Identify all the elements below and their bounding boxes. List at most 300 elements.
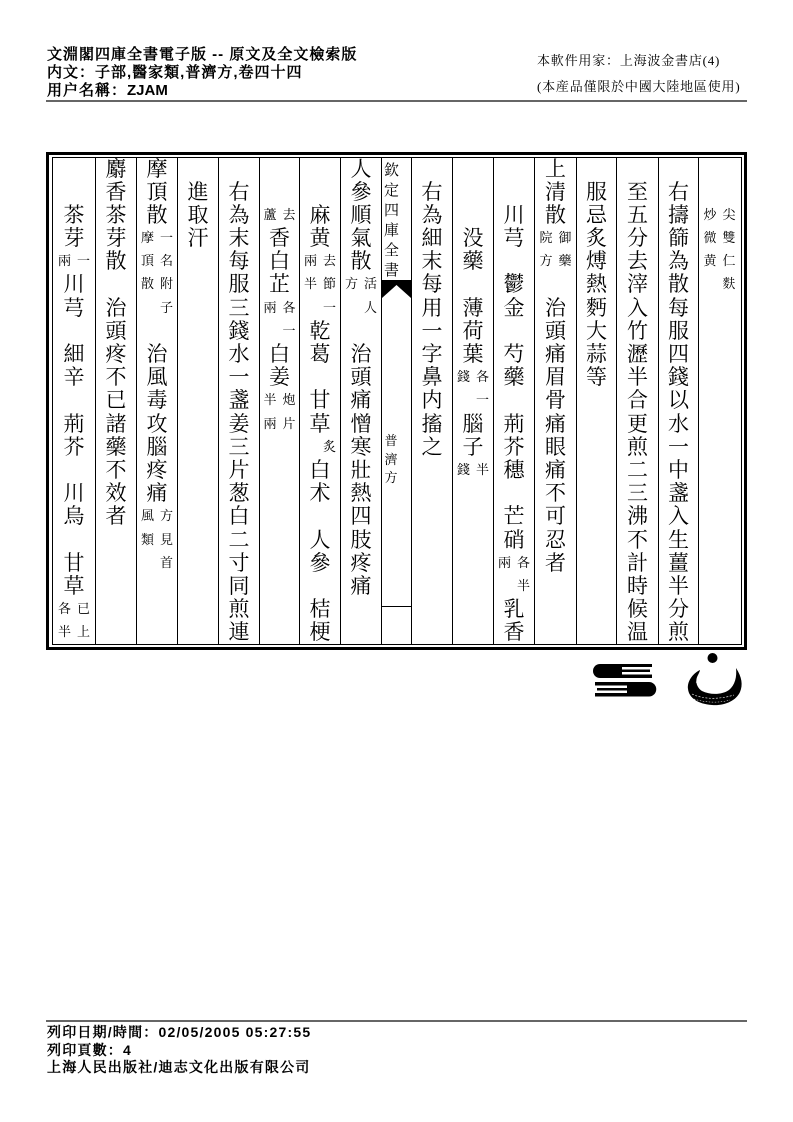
glyph: 梗: [309, 620, 331, 645]
glyph: 連: [228, 620, 250, 645]
glyph: 汗: [187, 226, 209, 251]
glyph: 錢: [228, 318, 250, 343]
glyph: 姜: [269, 365, 290, 390]
glyph: 葛: [309, 342, 331, 367]
glyph: 忌: [586, 202, 607, 227]
ingredient-list: [53, 204, 95, 250]
glyph: 煎: [627, 434, 648, 459]
blank-cell: [494, 320, 534, 343]
glyph: 乳: [503, 597, 525, 622]
glyph: 二: [228, 527, 250, 552]
glyph: 定: [383, 181, 399, 199]
annotation-left: [456, 459, 472, 482]
glyph: 各: [516, 555, 530, 571]
glyph: 半: [263, 393, 277, 409]
column-text: [535, 273, 576, 574]
calligraphy-logo-icon: [686, 652, 744, 706]
glyph: 白: [269, 342, 290, 367]
glyph: 清: [545, 179, 566, 204]
glyph: 見: [159, 532, 173, 548]
glyph: 痛: [146, 481, 168, 506]
text-column: [577, 158, 616, 390]
glyph: 兩: [497, 555, 511, 571]
glyph: 書: [383, 261, 399, 279]
annotation-left: [344, 273, 360, 319]
glyph: 至: [627, 179, 648, 204]
annotation-left: [303, 436, 319, 459]
glyph: 甘: [63, 550, 85, 575]
glyph: 一: [322, 300, 336, 316]
glyph: 去: [282, 207, 296, 223]
blank-cell: [453, 273, 493, 296]
glyph: 炙: [322, 439, 336, 455]
ingredient-list: [453, 413, 493, 459]
glyph: 半: [303, 277, 317, 293]
row-spacer: [473, 158, 474, 228]
glyph: 鬱: [503, 272, 525, 297]
glyph: 痛: [350, 573, 372, 598]
glyph: 以: [668, 388, 689, 413]
glyph: 薑: [668, 550, 689, 575]
annotation-right: [159, 505, 175, 575]
glyph: 各: [57, 602, 71, 618]
content-path-label: 内文：: [47, 64, 96, 81]
text-column: [96, 158, 136, 529]
glyph: 風: [146, 365, 168, 390]
annotation: [260, 204, 299, 227]
recipe-title: [535, 158, 576, 228]
glyph: 散: [668, 272, 689, 297]
blank-cell: [300, 505, 340, 528]
glyph: 散: [350, 249, 372, 274]
glyph: 疼: [146, 457, 168, 482]
recipe-title: [96, 158, 136, 529]
glyph: 上: [545, 156, 566, 181]
glyph: 芷: [269, 272, 290, 297]
glyph: 沸: [627, 504, 648, 529]
text-column: [53, 158, 95, 645]
text-column: [260, 158, 299, 436]
glyph: 不: [627, 527, 648, 552]
glyph: 分: [668, 597, 689, 622]
glyph: 頭: [105, 318, 127, 343]
annotation: [494, 552, 534, 598]
glyph: 鼻: [421, 365, 443, 390]
glyph: 乾: [309, 318, 331, 343]
glyph: 普: [384, 434, 398, 449]
glyph: 可: [545, 504, 566, 529]
glyph: 二: [627, 457, 648, 482]
glyph: 中: [668, 457, 689, 482]
header-divider: [46, 100, 747, 102]
header-info: [47, 46, 357, 100]
glyph: 雙: [722, 231, 736, 247]
row-spacer: [719, 158, 720, 204]
annotation-left: [702, 204, 718, 297]
glyph: 活: [363, 277, 377, 293]
glyph: 半: [627, 365, 648, 390]
glyph: 錢: [456, 462, 470, 478]
blank-cell: [137, 320, 177, 343]
glyph: 半: [516, 578, 530, 594]
glyph: 痛: [350, 388, 372, 413]
collection-label: [382, 160, 401, 280]
glyph: 水: [228, 342, 250, 366]
annotation: [699, 204, 740, 297]
glyph: 香: [503, 620, 525, 645]
glyph: 入: [668, 504, 689, 529]
glyph: 藥: [462, 249, 484, 274]
row-spacer: [320, 158, 321, 204]
glyph: 竹: [627, 318, 648, 343]
annotation-right: [76, 250, 92, 273]
glyph: 硝: [503, 527, 525, 552]
glyph: 茶: [63, 202, 85, 227]
glyph: 蘆: [263, 207, 277, 223]
glyph: 芒: [503, 504, 525, 529]
text-column: [412, 158, 452, 459]
glyph: 黄: [703, 254, 717, 270]
annotation-right: [557, 227, 573, 273]
glyph: 治: [105, 295, 127, 320]
glyph: 每: [668, 295, 689, 320]
glyph: 每: [228, 249, 250, 274]
glyph: 芥: [503, 434, 525, 459]
blank-cell: [53, 459, 95, 482]
ingredient-list: [453, 227, 493, 366]
glyph: 一: [668, 434, 689, 459]
ingredient-list: [260, 343, 299, 389]
annotation-right: [281, 204, 297, 227]
glyph: 瀝: [627, 342, 648, 366]
glyph: 寒: [350, 434, 372, 459]
glyph: 草: [309, 411, 331, 436]
publishers: 上海人民出版社/迪志文化出版有限公司: [47, 1059, 311, 1075]
glyph: 濟: [384, 452, 398, 468]
glyph: 盞: [668, 481, 689, 506]
annotation: [300, 250, 340, 320]
glyph: 篩: [668, 226, 689, 251]
annotation: [300, 436, 340, 459]
glyph: 微: [703, 231, 717, 247]
glyph: 時: [627, 573, 648, 598]
glyph: 生: [668, 527, 689, 552]
ingredient-list: [260, 227, 299, 297]
glyph: 候: [627, 597, 648, 622]
glyph: 治: [350, 342, 372, 366]
center-column-rule: [382, 606, 411, 607]
glyph: 已: [76, 602, 90, 618]
glyph: 疼: [350, 550, 372, 575]
glyph: 半: [57, 625, 71, 641]
annotation-right: [322, 436, 338, 459]
content-path: [47, 64, 357, 82]
text-column: [178, 158, 218, 251]
glyph: 兩: [57, 254, 71, 270]
ingredient-list: [300, 459, 340, 645]
glyph: 茶: [105, 202, 127, 227]
glyph: 金: [503, 295, 525, 320]
glyph: 不: [105, 365, 127, 390]
glyph: 院: [539, 231, 553, 247]
glyph: 痛: [545, 342, 566, 366]
annotation: [53, 250, 95, 273]
text-column: [494, 158, 534, 645]
blank-cell: [494, 482, 534, 505]
annotation-left: [497, 552, 513, 598]
glyph: 入: [627, 295, 648, 320]
ingredient-list: [53, 273, 95, 598]
annotation: [260, 297, 299, 343]
glyph: 一: [282, 323, 296, 339]
glyph: 藥: [558, 254, 572, 270]
book-stack-logo-icon: [592, 664, 658, 698]
glyph: 藥: [503, 365, 525, 390]
glyph: 計: [627, 550, 648, 575]
ingredient-list: [494, 204, 534, 552]
glyph: 頭: [350, 365, 372, 390]
glyph: 腦: [146, 434, 168, 459]
glyph: 不: [545, 481, 566, 506]
glyph: 麻: [309, 202, 331, 227]
glyph: 散: [140, 277, 154, 293]
glyph: 細: [63, 342, 85, 367]
glyph: 滓: [627, 272, 648, 297]
glyph: 分: [627, 226, 648, 251]
annotation-right: [721, 204, 737, 297]
print-datetime: [47, 1024, 311, 1042]
print-pages: [47, 1042, 311, 1060]
annotation: [535, 227, 576, 273]
annotation-left: [140, 227, 156, 320]
glyph: 右: [228, 179, 250, 204]
blank-cell: [494, 389, 534, 412]
print-pages-value: 4: [123, 1041, 132, 1058]
row-spacer: [74, 158, 75, 204]
recipe-title: [341, 158, 381, 274]
glyph: 黄: [309, 226, 331, 251]
annotation-left: [57, 250, 73, 273]
annotation-right: [159, 227, 175, 320]
glyph: 荊: [503, 411, 525, 436]
glyph: 散: [146, 202, 168, 227]
column-text: [412, 181, 452, 459]
glyph: 方: [344, 277, 358, 293]
annotation-right: [322, 250, 338, 320]
book-title: [382, 433, 400, 489]
print-pages-label: 列印頁數：: [47, 1041, 123, 1058]
glyph: 頂: [146, 179, 168, 204]
glyph: 芥: [63, 434, 85, 459]
glyph: 忍: [545, 527, 566, 552]
glyph: 同: [228, 573, 250, 598]
column-text: [341, 320, 381, 598]
glyph: 芍: [503, 342, 525, 367]
glyph: 之: [421, 434, 443, 459]
glyph: 四: [383, 201, 399, 219]
glyph: 眼: [545, 434, 566, 459]
glyph: 憎: [350, 411, 372, 436]
glyph: 寸: [228, 550, 250, 575]
glyph: 疼: [105, 342, 127, 366]
license-info: [537, 48, 740, 100]
glyph: 細: [421, 226, 443, 251]
product-title: 文淵閣四庫全書電子版 -- 原文及全文檢索版: [47, 46, 358, 63]
glyph: 兩: [263, 416, 277, 432]
glyph: 已: [105, 388, 127, 413]
glyph: 温: [627, 620, 648, 645]
annotation-right: [281, 389, 297, 435]
glyph: 川: [63, 481, 85, 506]
column-text: [577, 181, 616, 390]
glyph: 一: [421, 318, 443, 343]
glyph: 荊: [63, 411, 85, 436]
glyph: 麪: [586, 295, 607, 320]
glyph: 兩: [303, 254, 317, 270]
ingredient-list: [300, 320, 340, 436]
glyph: 散: [545, 202, 566, 227]
blank-cell: [300, 366, 340, 389]
glyph: 首: [159, 555, 173, 571]
glyph: 各: [475, 370, 489, 386]
glyph: 芎: [503, 226, 525, 251]
text-column: [300, 158, 340, 645]
glyph: 炒: [703, 207, 717, 223]
glyph: 眉: [545, 365, 566, 390]
glyph: 者: [545, 550, 566, 575]
glyph: 熱: [350, 481, 372, 506]
glyph: 白: [309, 457, 331, 482]
glyph: 上: [76, 625, 90, 641]
glyph: 川: [63, 272, 85, 297]
glyph: 腦: [462, 411, 484, 436]
glyph: 治: [545, 295, 566, 320]
glyph: 錢: [668, 365, 689, 390]
glyph: 桔: [309, 597, 331, 622]
column-text: [659, 181, 698, 645]
glyph: 治: [146, 342, 168, 366]
annotation-left: [262, 389, 278, 435]
glyph: 片: [228, 457, 250, 482]
text-column: [699, 158, 740, 297]
annotation-left: [538, 227, 554, 273]
blank-cell: [300, 575, 340, 598]
glyph: 草: [63, 573, 85, 598]
row-spacer: [432, 158, 433, 181]
glyph: 麩: [722, 277, 736, 293]
glyph: 四: [350, 504, 372, 529]
annotation-left: [57, 598, 73, 644]
user-name-value: ZJAM: [127, 82, 168, 99]
glyph: 順: [350, 202, 372, 227]
glyph: 末: [228, 226, 250, 251]
glyph: 白: [228, 504, 250, 529]
glyph: 蒜: [586, 342, 607, 366]
glyph: 末: [421, 249, 443, 274]
glyph: 搐: [421, 411, 443, 436]
glyph: 穗: [503, 457, 525, 482]
glyph: 大: [586, 318, 607, 343]
glyph: 為: [228, 202, 250, 227]
glyph: 痛: [545, 457, 566, 482]
glyph: 四: [668, 342, 689, 366]
glyph: 煿: [586, 249, 607, 274]
glyph: 為: [668, 249, 689, 274]
glyph: 風: [140, 509, 154, 525]
glyph: 五: [627, 202, 648, 227]
column-text: [137, 320, 177, 506]
text-column: [617, 158, 658, 645]
glyph: 煎: [228, 597, 250, 622]
glyph: 去: [627, 249, 648, 274]
glyph: 更: [627, 411, 648, 436]
glyph: 芎: [63, 295, 85, 320]
glyph: 一: [228, 365, 250, 390]
text-column: [341, 158, 381, 599]
glyph: 毒: [146, 388, 168, 413]
glyph: 錢: [456, 370, 470, 386]
content-path-value: 子部,醫家類,普濟方,卷四十四: [95, 64, 303, 81]
column-text: [178, 181, 218, 251]
glyph: 骨: [545, 388, 566, 413]
glyph: 白: [269, 249, 290, 274]
glyph: 麝: [105, 156, 127, 181]
glyph: 諸: [105, 411, 127, 436]
glyph: 右: [668, 179, 689, 204]
glyph: 子: [159, 300, 173, 316]
annotation: [53, 598, 95, 644]
glyph: 用: [421, 295, 443, 320]
glyph: 藥: [105, 434, 127, 459]
glyph: 半: [668, 573, 689, 598]
blank-cell: [494, 250, 534, 273]
glyph: 香: [105, 179, 127, 204]
blank-cell: [535, 273, 576, 296]
glyph: 川: [503, 202, 525, 227]
glyph: 甘: [309, 388, 331, 413]
glyph: 子: [462, 434, 484, 459]
row-spacer: [279, 158, 280, 204]
glyph: 參: [350, 179, 372, 204]
user-name: [47, 82, 357, 100]
glyph: 三: [228, 295, 250, 320]
print-datetime-value: 02/05/2005 05:27:55: [158, 1024, 312, 1040]
glyph: 煎: [668, 620, 689, 645]
text-column: [659, 158, 698, 645]
glyph: 方: [159, 509, 173, 525]
text-column: [453, 158, 493, 483]
glyph: 頭: [545, 318, 566, 343]
glyph: 參: [309, 550, 331, 575]
glyph: 節: [322, 277, 336, 293]
ingredient-list: [494, 598, 534, 644]
glyph: 效: [105, 481, 127, 506]
glyph: 庫: [383, 221, 399, 239]
blank-cell: [96, 273, 136, 296]
glyph: 右: [421, 179, 443, 204]
glyph: 人: [350, 156, 372, 181]
glyph: 取: [187, 202, 209, 227]
glyph: 烏: [63, 504, 85, 529]
row-spacer: [514, 158, 515, 204]
annotation-right: [516, 552, 532, 598]
print-datetime-label: 列印日期/時間：: [47, 1024, 159, 1040]
glyph: 肢: [350, 527, 372, 552]
glyph: 不: [105, 457, 127, 482]
glyph: 术: [309, 481, 331, 506]
region-notice: (本産品僅限於中國大陸地區使用): [537, 79, 741, 94]
glyph: 盞: [228, 388, 250, 413]
